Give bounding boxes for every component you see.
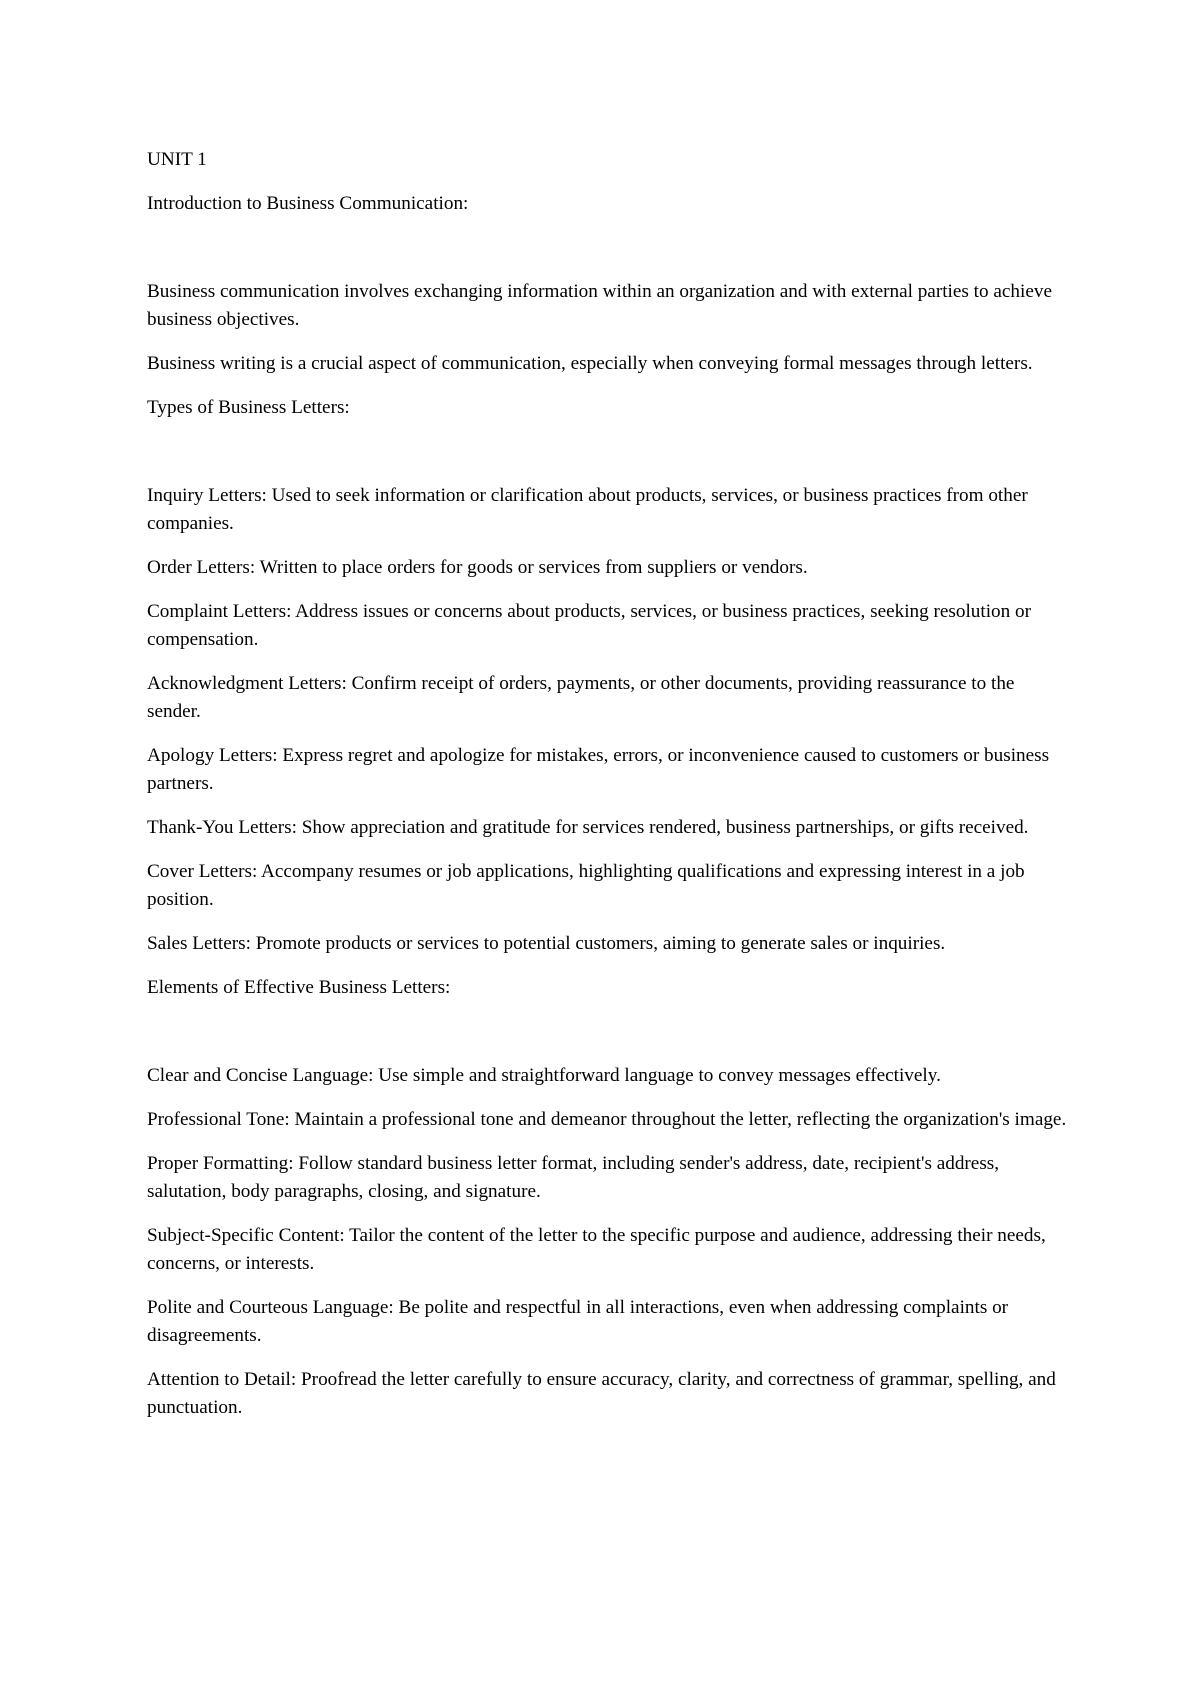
intro-heading: Introduction to Business Communication:	[147, 193, 469, 214]
letter-type-item: Thank-You Letters: Show appreciation and gratitude for services rendered, business partnerships, or gifts received.	[147, 817, 1029, 838]
intro-paragraph: Business communication involves exchanging information within an organization and with external parties to achieve business objectives.	[147, 281, 1052, 330]
intro-paragraph: Business writing is a crucial aspect of communication, especially when conveying formal messages through letters.	[147, 353, 1033, 374]
letter-element-item: Proper Formatting: Follow standard business letter format, including sender's address, date, recipient's address, salutation, body paragraphs, closing, and signature.	[147, 1153, 1000, 1202]
letter-element-item: Attention to Detail: Proofread the letter carefully to ensure accuracy, clarity, and correctness of grammar, spelling, and punctuation.	[147, 1369, 1056, 1418]
letter-type-item: Acknowledgment Letters: Confirm receipt of orders, payments, or other documents, providing reassurance to the sender.	[147, 673, 1015, 722]
elements-heading: Elements of Effective Business Letters:	[147, 977, 451, 998]
letter-type-item: Complaint Letters: Address issues or concerns about products, services, or business practices, seeking resolution or compensation.	[147, 601, 1032, 650]
letter-type-item: Apology Letters: Express regret and apologize for mistakes, errors, or inconvenience caused to customers or business partners.	[147, 745, 1050, 794]
letter-element-item: Clear and Concise Language: Use simple and straightforward language to convey messages effectively.	[147, 1065, 941, 1086]
document-body	[147, 146, 1067, 1438]
unit-title: UNIT 1	[147, 149, 207, 170]
letter-type-item: Sales Letters: Promote products or services to potential customers, aiming to generate sales or inquiries.	[147, 933, 946, 954]
letter-type-item: Cover Letters: Accompany resumes or job applications, highlighting qualifications and expressing interest in a job position.	[147, 861, 1025, 910]
letter-element-item: Subject-Specific Content: Tailor the content of the letter to the specific purpose and audience, addressing their needs, concerns, or interests.	[147, 1225, 1046, 1274]
letter-element-item: Professional Tone: Maintain a professional tone and demeanor throughout the letter, reflecting the organization's image.	[147, 1109, 1067, 1130]
letter-type-item: Inquiry Letters: Used to seek information or clarification about products, services, or business practices from other companies.	[147, 485, 1028, 534]
letter-type-item: Order Letters: Written to place orders for goods or services from suppliers or vendors.	[147, 557, 808, 578]
letter-element-item: Polite and Courteous Language: Be polite and respectful in all interactions, even when addressing complaints or disagreements.	[147, 1297, 1009, 1346]
types-heading: Types of Business Letters:	[147, 397, 350, 418]
